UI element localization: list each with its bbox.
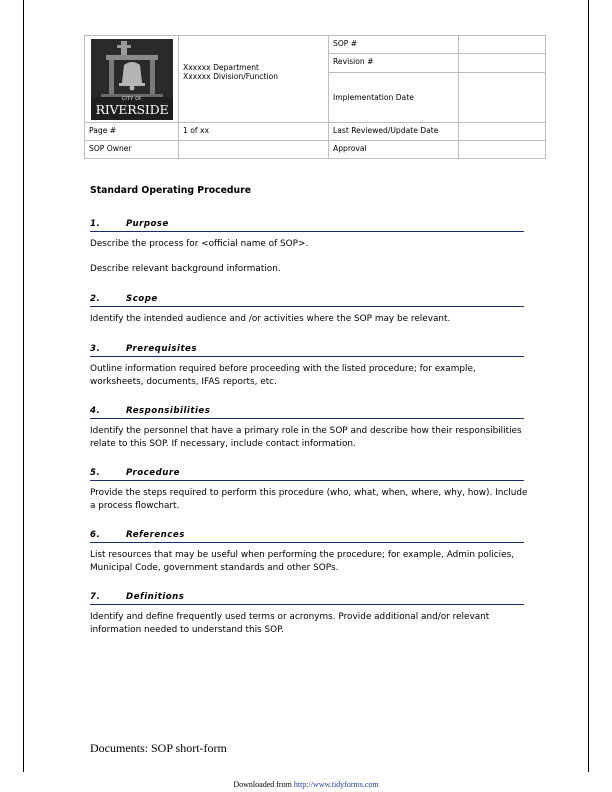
section-heading-definitions — [90, 592, 524, 605]
department-name: Xxxxxx Department — [183, 63, 260, 72]
last-reviewed-label: Last Reviewed/Update Date — [328, 122, 459, 141]
section-number: 1. — [90, 219, 101, 229]
section-paragraph: Describe the process for <official name of SOP>. — [90, 239, 309, 249]
document-title: Standard Operating Procedure — [90, 185, 252, 196]
department-cell — [178, 35, 329, 123]
section-number: 3. — [90, 344, 101, 354]
section-paragraph: Identify the intended audience and /or activities where the SOP may be relevant. — [90, 314, 451, 324]
logo-riverside: RIVERSIDE — [95, 102, 169, 117]
section-paragraph: List resources that may be useful when performing the procedure; for example, Admin policies, Municipal Code, government standards and other SOPs. — [90, 550, 515, 573]
section-heading-prerequisites — [90, 344, 524, 357]
city-of-riverside-logo — [91, 39, 173, 120]
section-paragraph: Provide the steps required to perform this procedure (who, what, when, where, why, how). Include a process flowchart. — [90, 488, 528, 511]
section-title: Purpose — [126, 219, 169, 229]
implementation-date-label: Implementation Date — [328, 72, 459, 123]
section-title: Responsibilities — [126, 406, 211, 416]
page-label: Page # — [84, 122, 179, 141]
section-number: 2. — [90, 294, 101, 304]
section-number: 4. — [90, 406, 101, 416]
section-number: 6. — [90, 530, 101, 540]
revision-label: Revision # — [328, 53, 459, 73]
approval-label: Approval — [328, 140, 459, 159]
section-heading-purpose — [90, 219, 524, 232]
download-footer — [0, 780, 612, 789]
last-reviewed-value — [458, 122, 546, 141]
page-value: 1 of xx — [178, 122, 329, 141]
section-paragraph: Identify the personnel that have a primary role in the SOP and describe how their responsibilities relate to this SOP. If necessary, include contact information. — [90, 426, 522, 449]
section-heading-responsibilities — [90, 406, 524, 419]
logo-city-of: CITY OF — [121, 97, 143, 102]
division-name: Xxxxxx Division/Function — [183, 72, 279, 82]
implementation-date-value — [458, 72, 546, 123]
sop-number-value — [458, 35, 546, 54]
approval-value — [458, 140, 546, 159]
section-heading-scope — [90, 294, 524, 307]
section-title: References — [126, 530, 185, 540]
sop-number-label: SOP # — [328, 35, 459, 54]
section-paragraph: Outline information required before proceeding with the listed procedure; for example, worksheets, documents, IFAS reports, etc. — [90, 364, 476, 387]
section-heading-procedure — [90, 468, 524, 481]
section-paragraph: Describe relevant background information. — [90, 264, 281, 274]
bell-tower-icon — [91, 39, 173, 97]
section-title: Prerequisites — [126, 344, 197, 354]
section-heading-references — [90, 530, 524, 543]
download-prefix: Downloaded from — [233, 780, 294, 789]
documents-footer: Documents: SOP short-form — [90, 741, 227, 755]
section-number: 7. — [90, 592, 101, 602]
sop-owner-value — [178, 140, 329, 159]
download-link[interactable]: http://www.tidyforms.com — [293, 780, 379, 789]
section-title: Definitions — [126, 592, 185, 602]
sop-owner-label: SOP Owner — [84, 140, 179, 159]
section-paragraph: Identify and define frequently used terms or acronyms. Provide additional and/or relevant information needed to understand this SOP. — [90, 612, 490, 635]
section-title: Procedure — [126, 468, 180, 478]
section-number: 5. — [90, 468, 101, 478]
section-title: Scope — [126, 294, 158, 304]
revision-value — [458, 53, 546, 73]
